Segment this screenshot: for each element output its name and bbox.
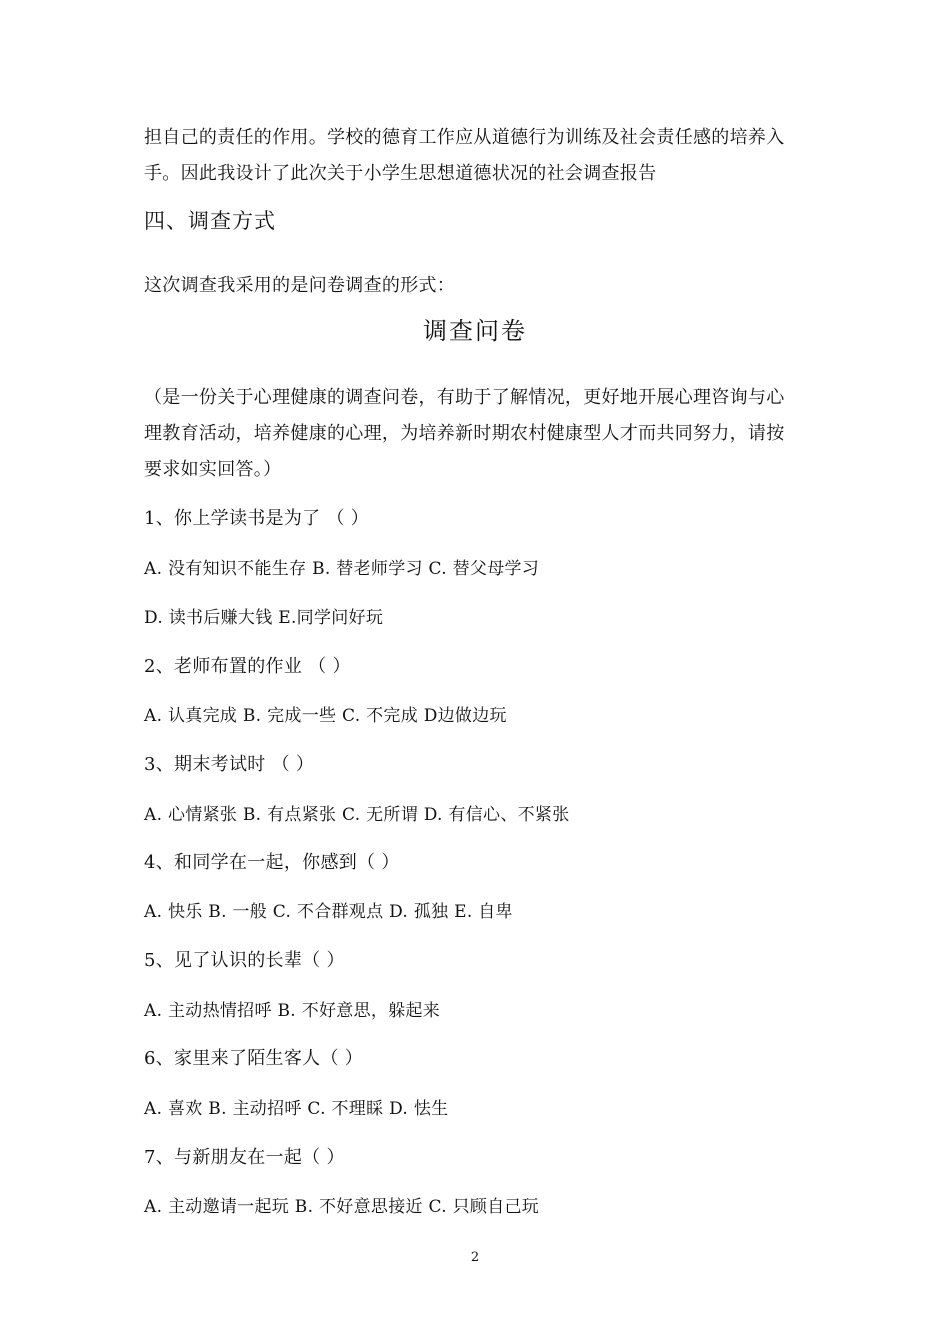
section-text: 这次调查我采用的是问卷调查的形式： [144,275,456,296]
question-7: 7、与新朋友在一起（ ） [144,1147,345,1168]
question-1-options-1: A. 没有知识不能生存 B. 替老师学习 C. 替父母学习 [144,559,540,579]
description-line-2: 理教育活动，培养健康的心理，为培养新时期农村健康型人才而共同努力，请按 [144,423,785,444]
intro-line-1: 担自己的责任的作用。学校的德育工作应从道德行为训练及社会责任感的培养入 [144,127,785,148]
question-5: 5、见了认识的长辈（ ） [144,950,345,971]
question-1-options-2: D. 读书后赚大钱 E.同学问好玩 [144,608,384,628]
question-3: 3、期末考试时 （ ） [144,754,315,775]
question-7-options: A. 主动邀请一起玩 B. 不好意思接近 C. 只顾自己玩 [144,1197,540,1217]
question-1: 1、你上学读书是为了 （ ） [144,508,370,529]
description-line-3: 要求如实回答。） [144,459,282,480]
intro-line-2: 手。因此我设计了此次关于小学生思想道德状况的社会调查报告 [144,163,657,184]
page-number: 2 [470,1250,480,1265]
section-heading: 四、调查方式 [144,209,276,233]
question-2: 2、老师布置的作业 （ ） [144,656,351,677]
question-4: 4、和同学在一起，你感到（ ） [144,852,400,873]
question-4-options: A. 快乐 B. 一般 C. 不合群观点 D. 孤独 E. 自卑 [144,902,513,922]
questionnaire-title: 调查问卷 [423,317,527,345]
question-5-options: A. 主动热情招呼 B. 不好意思，躲起来 [144,1001,441,1021]
question-6-options: A. 喜欢 B. 主动招呼 C. 不理睬 D. 怯生 [144,1099,449,1119]
description-line-1: （是一份关于心理健康的调查问卷，有助于了解情况，更好地开展心理咨询与心 [144,387,785,408]
question-2-options: A. 认真完成 B. 完成一些 C. 不完成 D边做边玩 [144,706,507,726]
question-6: 6、家里来了陌生客人（ ） [144,1048,364,1069]
question-3-options: A. 心情紧张 B. 有点紧张 C. 无所谓 D. 有信心、不紧张 [144,805,570,825]
